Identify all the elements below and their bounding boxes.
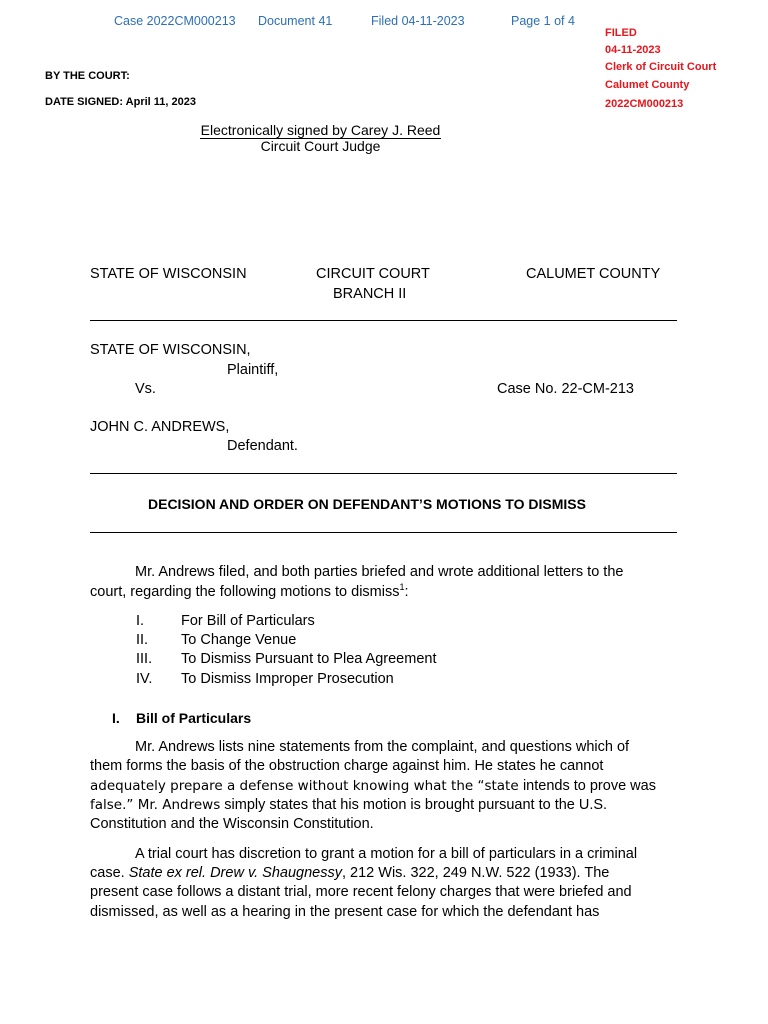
paragraph-1-line-4: false.” Mr. Andrews simply states that his motion is brought pursuant to the U.S. bbox=[90, 797, 608, 813]
caption-state: STATE OF WISCONSIN bbox=[90, 266, 247, 282]
electronic-signature: Electronically signed by Carey J. Reed bbox=[200, 122, 441, 138]
paragraph-2-line-3: present case follows a distant trial, more recent felony charges that were briefed and bbox=[90, 884, 632, 900]
list-item: For Bill of Particulars bbox=[181, 613, 315, 629]
divider bbox=[90, 320, 677, 321]
caption-county: CALUMET COUNTY bbox=[526, 266, 661, 282]
paragraph-2-line-4: dismissed, as well as a hearing in the present case for which the defendant has bbox=[90, 904, 600, 920]
versus: Vs. bbox=[135, 381, 156, 397]
judge-title: Circuit Court Judge bbox=[260, 138, 381, 154]
list-item-number: III. bbox=[136, 651, 153, 667]
list-item-number: IV. bbox=[136, 671, 153, 687]
document-title: DECISION AND ORDER ON DEFENDANT’S MOTIONS TO DISMISS bbox=[148, 496, 586, 512]
paragraph-1-line-3: adequately prepare a defense without knowing what the “state intends to prove was bbox=[90, 778, 656, 794]
case-number: Case No. 22-CM-213 bbox=[497, 381, 634, 397]
footnote-marker: 1 bbox=[399, 582, 405, 593]
case-citation: State ex rel. Drew v. Shaugnessy bbox=[128, 865, 342, 881]
defendant-name: JOHN C. ANDREWS, bbox=[90, 419, 230, 435]
by-the-court: BY THE COURT: bbox=[45, 70, 130, 82]
date-signed: DATE SIGNED: April 11, 2023 bbox=[45, 96, 196, 108]
list-item: To Dismiss Improper Prosecution bbox=[181, 671, 394, 687]
list-item-number: II. bbox=[136, 632, 149, 648]
paragraph-2-line-2: case. State ex rel. Drew v. Shaugnessy, 212 Wis. 322, 249 N.W. 522 (1933). The bbox=[90, 865, 610, 881]
stamp-clerk: Clerk of Circuit Court bbox=[605, 61, 717, 73]
intro-line-2: court, regarding the following motions to dismiss$^1$: bbox=[90, 582, 409, 600]
list-item-number: I. bbox=[136, 613, 145, 629]
caption-branch: BRANCH II bbox=[333, 286, 407, 302]
stamp-date: 04-11-2023 bbox=[605, 44, 661, 56]
section-number: I. bbox=[112, 710, 120, 726]
divider bbox=[90, 473, 677, 474]
stamp-case-number: 2022CM000213 bbox=[605, 98, 684, 110]
stamp-filed-label: FILED bbox=[605, 27, 637, 39]
header-filed-date: Filed 04-11-2023 bbox=[371, 14, 465, 28]
header-page-count: Page 1 of 4 bbox=[511, 14, 575, 28]
paragraph-1-line-5: Constitution and the Wisconsin Constitution. bbox=[90, 816, 374, 832]
header-case-number: Case 2022CM000213 bbox=[114, 14, 236, 28]
intro-line-1: Mr. Andrews filed, and both parties briefed and wrote additional letters to the bbox=[135, 564, 624, 580]
list-item: To Dismiss Pursuant to Plea Agreement bbox=[181, 651, 437, 667]
defendant-role: Defendant. bbox=[227, 438, 298, 454]
paragraph-1-line-2: them forms the basis of the obstruction charge against him. He states he cannot bbox=[90, 758, 604, 774]
paragraph-2-line-1: A trial court has discretion to grant a motion for a bill of particulars in a criminal bbox=[135, 846, 638, 862]
list-item: To Change Venue bbox=[181, 632, 297, 648]
stamp-county: Calumet County bbox=[605, 79, 690, 91]
divider bbox=[90, 532, 677, 533]
plaintiff-name: STATE OF WISCONSIN, bbox=[90, 342, 251, 358]
paragraph-1-line-1: Mr. Andrews lists nine statements from the complaint, and questions which of bbox=[135, 739, 630, 755]
section-heading: Bill of Particulars bbox=[136, 710, 252, 726]
caption-court: CIRCUIT COURT bbox=[316, 266, 430, 282]
header-document-number: Document 41 bbox=[258, 14, 333, 28]
plaintiff-role: Plaintiff, bbox=[227, 362, 279, 378]
